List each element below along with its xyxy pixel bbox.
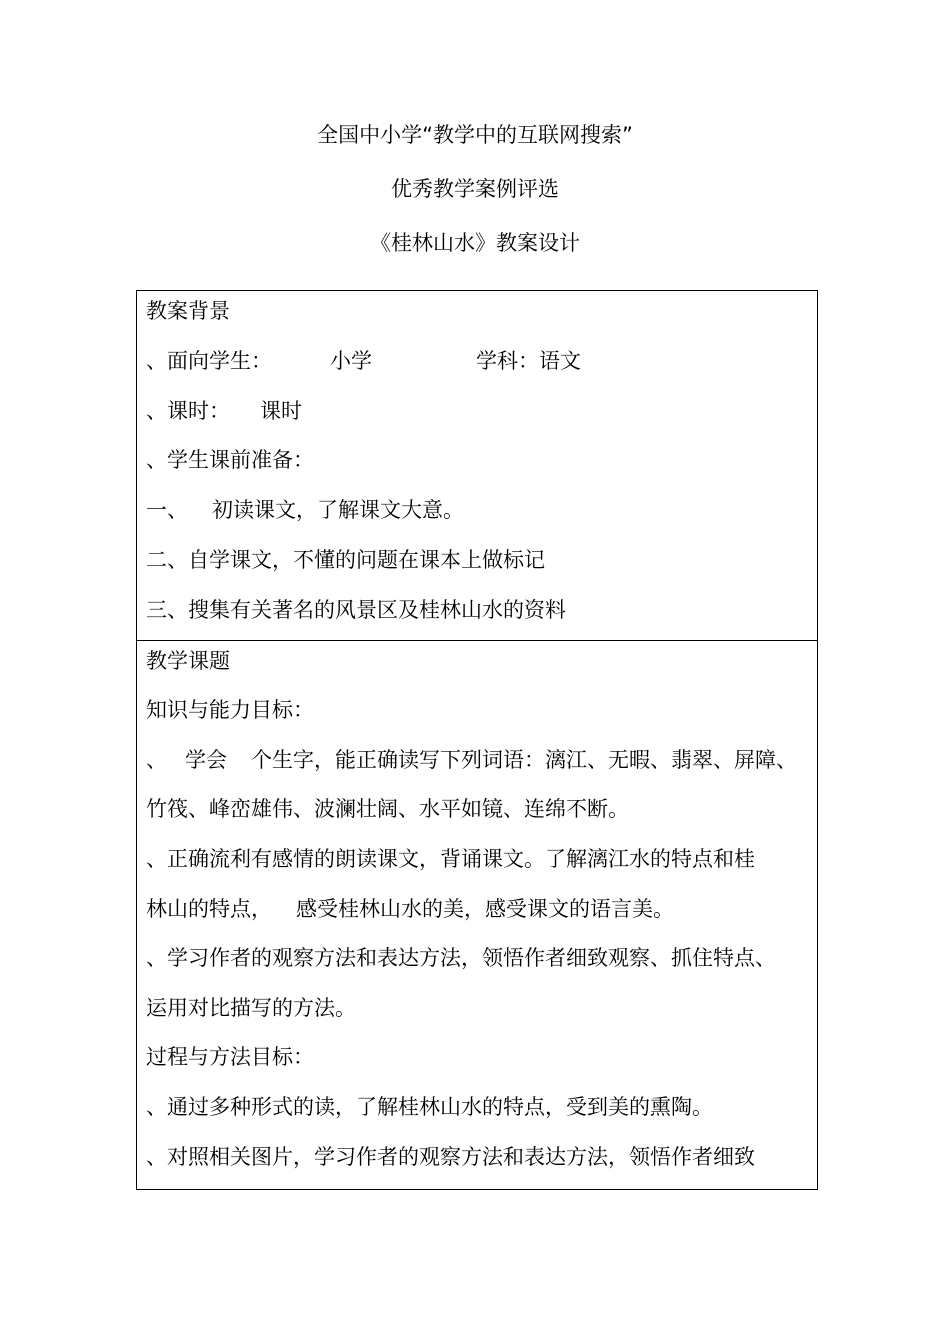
knowledge-item-1-b: 个生字，能正确读写下列词语：漓江、无暇、翡翠、屏障、 <box>251 747 797 772</box>
hours-line <box>146 391 809 441</box>
knowledge-item-1-prefix: 、 <box>146 747 167 772</box>
knowledge-item-1-line-2: 竹筏、峰峦雄伟、波澜壮阔、水平如镜、连绵不断。 <box>146 797 629 822</box>
students-label: 、面向学生： <box>146 348 272 373</box>
knowledge-item-1 <box>146 740 809 790</box>
table-row <box>137 640 818 1189</box>
process-item-2: 、对照相关图片，学习作者的观察方法和表达方法，领悟作者细致 <box>146 1144 755 1169</box>
prep-item-1-text: 初读课文，了解课文大意。 <box>212 498 464 523</box>
hours-value: 课时 <box>260 398 302 423</box>
table-row <box>137 291 818 641</box>
hours-label: 、课时： <box>146 398 230 423</box>
title-line-2: 优秀教学案例评选 <box>391 177 559 201</box>
knowledge-item-3-line-1: 、学习作者的观察方法和表达方法，领悟作者细致观察、抓住特点、 <box>146 946 776 971</box>
knowledge-heading: 知识与能力目标： <box>146 698 314 723</box>
title-line-3: 《桂林山水》教案设计 <box>370 231 580 255</box>
process-heading: 过程与方法目标： <box>146 1045 314 1070</box>
section-heading-background: 教案背景 <box>146 299 230 323</box>
knowledge-item-1-a: 学会 <box>185 747 227 772</box>
knowledge-item-2-a: 林山的特点， <box>146 896 272 921</box>
prep-item-2: 二、自学课文，不懂的问题在课本上做标记 <box>146 547 545 572</box>
prep-item-1-number: 一、 <box>146 498 188 523</box>
process-item-1: 、通过多种形式的读，了解桂林山水的特点，受到美的熏陶。 <box>146 1094 713 1119</box>
knowledge-item-3-line-2: 运用对比描写的方法。 <box>146 995 356 1020</box>
knowledge-item-2-line-2 <box>146 889 809 939</box>
topic-cell <box>137 640 818 1189</box>
subject-text: 学科：语文 <box>476 348 581 373</box>
knowledge-item-2-b: 感受桂林山水的美，感受课文的语言美。 <box>296 896 674 921</box>
students-line <box>146 341 809 391</box>
section-heading-topic: 教学课题 <box>146 648 230 673</box>
knowledge-item-2-line-1: 、正确流利有感情的朗读课文，背诵课文。了解漓江水的特点和桂 <box>146 846 755 871</box>
lesson-plan-table <box>136 290 818 1190</box>
prep-item-3: 三、搜集有关著名的风景区及桂林山水的资料 <box>146 597 566 622</box>
students-value: 小学 <box>330 348 372 373</box>
prep-item-1 <box>146 490 809 540</box>
document-title-block <box>0 118 950 280</box>
prep-label: 、学生课前准备： <box>146 448 314 473</box>
background-cell <box>137 291 818 641</box>
title-line-1: 全国中小学“教学中的互联网搜索” <box>317 123 633 147</box>
